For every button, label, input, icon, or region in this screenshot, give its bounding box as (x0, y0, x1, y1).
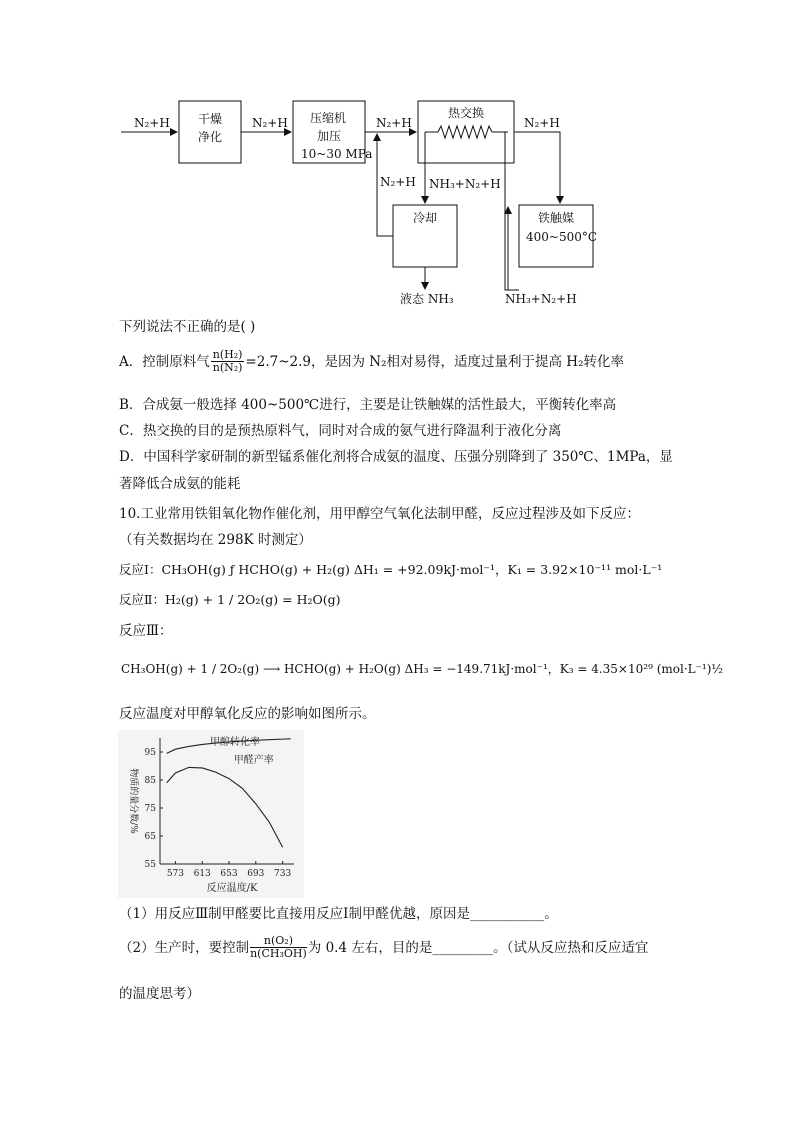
dry-box-line2: 净化 (198, 130, 223, 144)
q9-a-fraction (211, 349, 245, 374)
y-tick-label: 55 (144, 860, 156, 870)
catalyst-line1: 铁触媒 (538, 211, 575, 225)
q10-q2-pre: （2）生产时，要控制 (119, 939, 250, 956)
x-tick-label: 653 (220, 869, 238, 879)
q9-a-num: n(H₂) (212, 348, 243, 361)
dry-box-line1: 干燥 (198, 112, 223, 126)
q10-q2-fraction (250, 935, 307, 960)
flow-label-a: N₂+H (252, 116, 288, 130)
x-tick-label: 693 (247, 869, 265, 879)
compressor-line1: 压缩机 (310, 111, 347, 125)
flow-label-recycle: N₂+H (380, 175, 416, 189)
q10-q2-den: n(CH₃OH) (250, 947, 307, 960)
flow-label-b: N₂+H (376, 116, 412, 130)
q9-option-d-line1: D．中国科学家研制的新型锰系催化剂将合成氨的温度、压强分别降到了 350℃、1MPa，显 (119, 449, 673, 465)
q9-option-a (119, 349, 624, 374)
x-tick-label: 733 (274, 869, 292, 879)
q10-intro: 10.工业常用铁钼氧化物作催化剂，用甲醇空气氧化法制甲醛，反应过程涉及如下反应： (119, 506, 640, 522)
flow-label-in: N₂+H (134, 116, 170, 130)
q10-reaction-3-label: 反应Ⅲ： (119, 623, 173, 639)
heat-box-label: 热交换 (448, 106, 485, 120)
y-tick-label: 75 (144, 804, 156, 814)
x-tick-label: 613 (193, 869, 211, 879)
flow-label-mix1: NH₃+N₂+H (429, 177, 501, 191)
methanol-oxidation-chart (118, 730, 304, 898)
q10-reaction-3: CH₃OH(g) + 1 / 2O₂(g) ⟶ HCHO(g) + H₂O(g) ΔH₃ = −149.71kJ·mol⁻¹，K₃ = 4.35×10²⁹ (mol·L⁻¹)½ (121, 662, 724, 676)
q10-subquestion-1: （1）用反应Ⅲ制甲醛要比直接用反应Ⅰ制甲醛优越，原因是___________。 (119, 906, 558, 922)
q9-option-d-line2: 著降低合成氨的能耗 (119, 476, 241, 492)
q9-a-den: n(N₂) (212, 361, 243, 374)
flow-label-liquid: 液态 NH₃ (400, 292, 454, 306)
q9-option-b: B．合成氨一般选择 400~500℃进行，主要是让铁触媒的活性最大，平衡转化率高 (119, 397, 617, 413)
y-tick-label: 65 (144, 832, 156, 842)
flow-label-mix2: NH₃+N₂+H (505, 292, 577, 306)
cooling-box-label: 冷却 (413, 211, 438, 225)
catalyst-line2: 400~500°C (526, 230, 598, 244)
y-tick-label: 95 (144, 748, 156, 758)
q10-q2-num: n(O₂) (250, 935, 307, 948)
q10-subquestion-2-line2: 的温度思考） (119, 986, 200, 1002)
x-tick-label: 573 (166, 869, 185, 879)
flow-label-c: N₂+H (524, 116, 560, 130)
series-label-2: 甲醛产率 (233, 755, 274, 767)
series-label-1: 甲醇转化率 (210, 737, 261, 748)
compressor-line3: 10~30 MPa (301, 147, 373, 161)
q10-note: （有关数据均在 298K 时测定） (119, 532, 312, 548)
y-axis-label: 物质的量分数/% (128, 768, 138, 834)
q9-a-post: =2.7~2.9，是因为 N₂相对易得，适度过量利于提高 H₂转化率 (245, 353, 624, 370)
q10-figure-caption: 反应温度对甲醇氧化反应的影响如图所示。 (119, 706, 376, 722)
compressor-line2: 加压 (317, 129, 342, 143)
q10-reaction-1: 反应Ⅰ：CH₃OH(g) ƒ HCHO(g) + H₂(g) ΔH₁ = +92.09kJ·mol⁻¹，K₁ = 3.92×10⁻¹¹ mol·L⁻¹ (119, 562, 663, 577)
q9-option-c: C．热交换的目的是预热原料气，同时对合成的氨气进行降温利于液化分离 (119, 423, 562, 439)
ammonia-flow-diagram (0, 0, 794, 320)
q10-q2-post: 为 0.4 左右，目的是_________。（试从反应热和反应适宜 (307, 939, 649, 956)
q10-subquestion-2 (119, 935, 648, 960)
q10-reaction-2: 反应Ⅱ：H₂(g) + 1 / 2O₂(g) = H₂O(g) (119, 592, 341, 607)
q9-stem: 下列说法不正确的是( ) (119, 319, 256, 335)
q9-a-pre: A．控制原料气 (119, 353, 210, 370)
x-axis-label: 反应温度/K (206, 883, 258, 894)
y-tick-label: 85 (144, 776, 156, 786)
